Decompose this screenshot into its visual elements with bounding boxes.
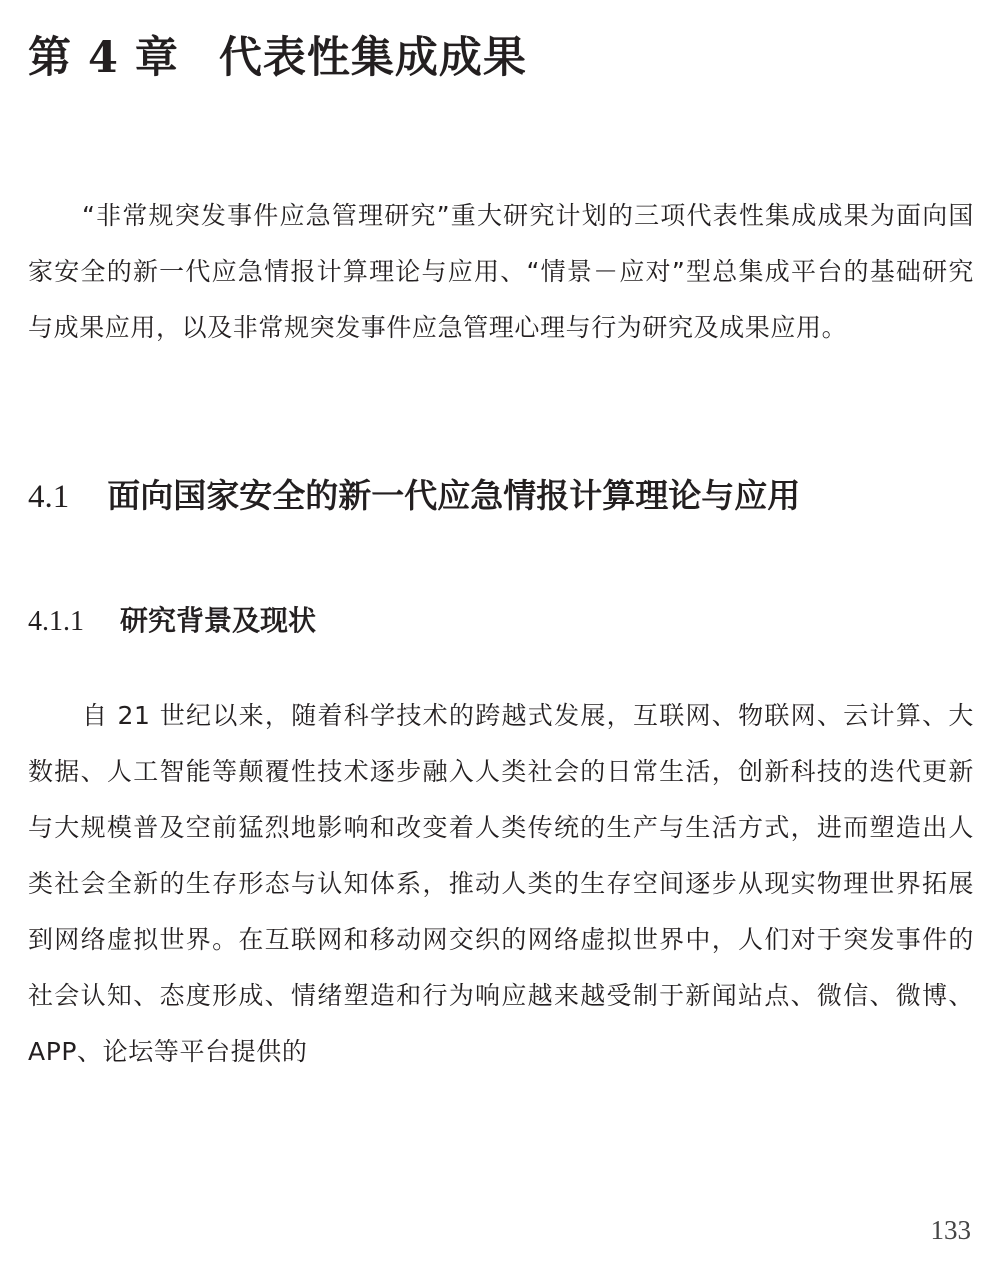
- subsection-title: 研究背景及现状: [120, 604, 317, 637]
- page-number: 133: [930, 1215, 971, 1245]
- section-heading: [28, 470, 800, 523]
- section-title: 面向国家安全的新一代应急情报计算理论与应用: [107, 476, 801, 515]
- subsection-number: 4.1.1: [28, 606, 84, 637]
- intro-paragraph: “非常规突发事件应急管理研究”重大研究计划的三项代表性集成成果为面向国家安全的新一代应急情报计算理论与应用、“情景－应对”型总集成平台的基础研究与成果应用，以及非常规突发事件应急管理心理与行为研究及成果应用。: [28, 201, 974, 342]
- chapter-title-text: 代表性集成成果: [218, 33, 527, 83]
- chapter-title: [28, 28, 527, 88]
- chapter-number: 第 4 章: [28, 33, 179, 83]
- body-paragraph: 自 21 世纪以来，随着科学技术的跨越式发展，互联网、物联网、云计算、大数据、人工智能等颠覆性技术逐步融入人类社会的日常生活，创新科技的迭代更新与大规模普及空前猛烈地影响和改变着人类传统的生产与生活方式，进而塑造出人类社会全新的生存形态与认知体系，推动人类的生存空间逐步从现实物理世界拓展到网络虚拟世界。在互联网和移动网交织的网络虚拟世界中，人们对于突发事件的社会认知、态度形成、情绪塑造和行为响应越来越受制于新闻站点、微信、微博、APP、论坛等平台提供的: [28, 701, 974, 1066]
- section-number: 4.1: [28, 479, 70, 515]
- subsection-heading: [28, 598, 316, 645]
